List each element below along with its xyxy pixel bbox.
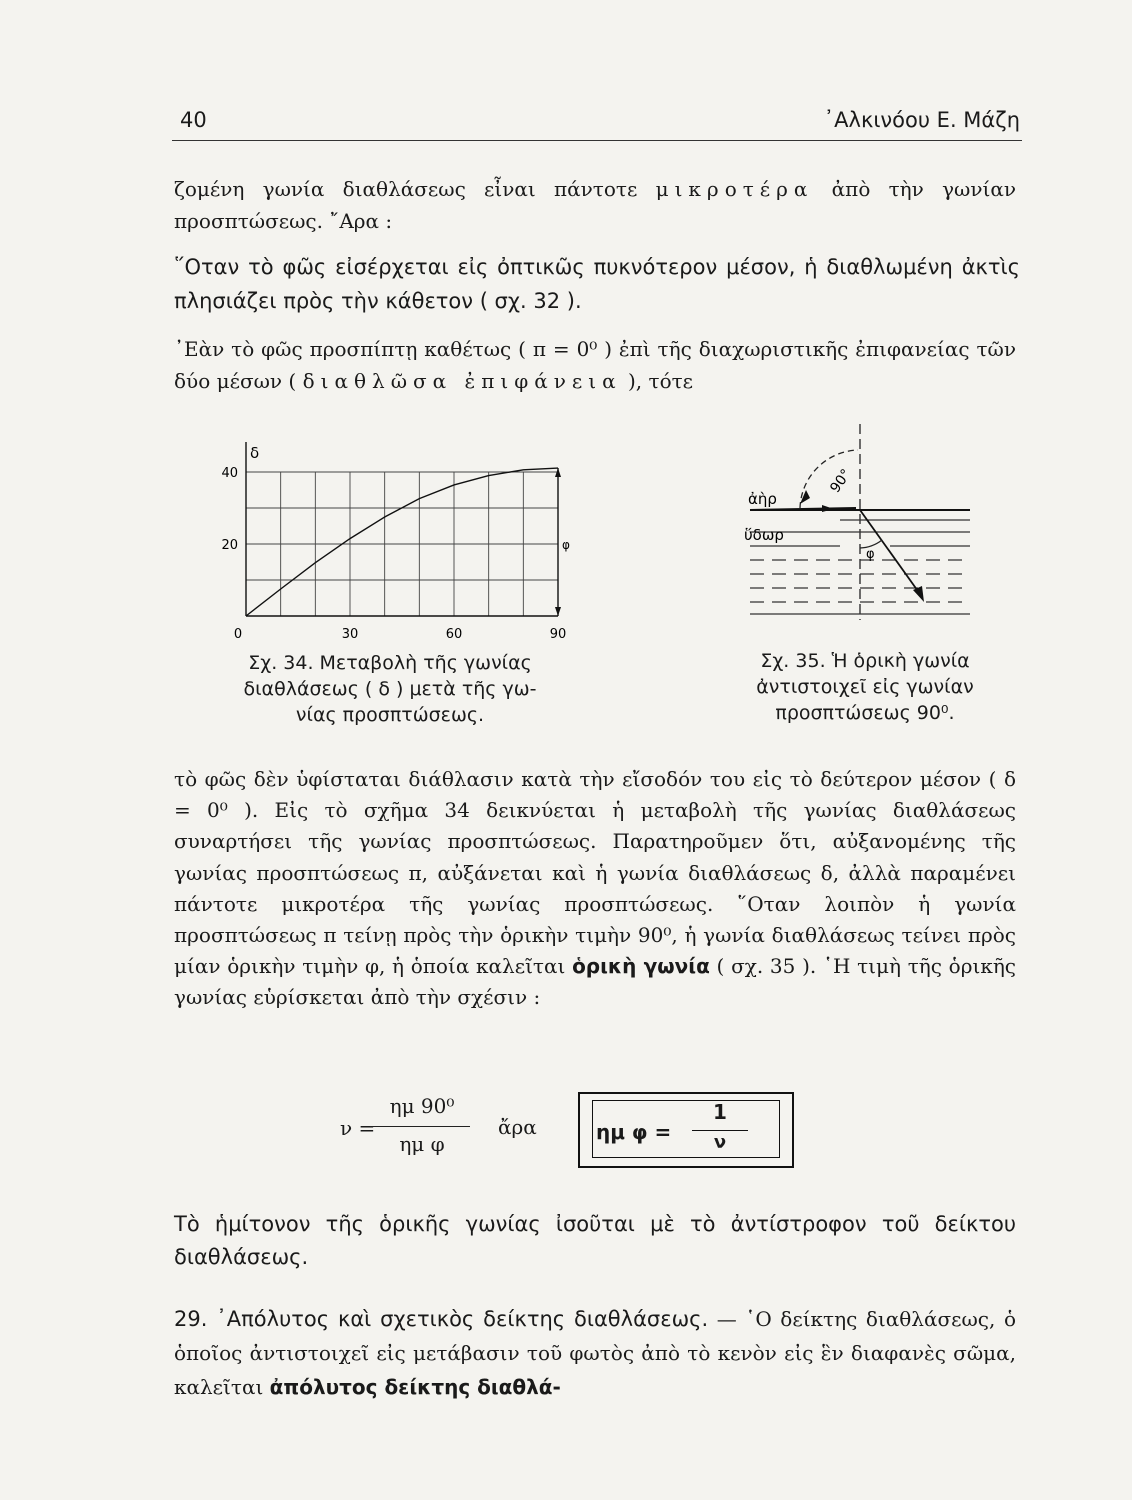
figure-34-caption-line-3: νίας προσπτώσεως. xyxy=(295,704,485,726)
page-number: 40 xyxy=(180,108,207,132)
paragraph-1-emphasis: μικροτέρα xyxy=(655,177,814,201)
boxed-formula xyxy=(578,1092,794,1168)
paragraph-4 xyxy=(174,764,1016,1014)
paragraph-2-text: ῞Οταν τὸ φῶς εἰσέρχεται εἰς ὀπτικῶς πυκνότερον μέσον, ἡ διαθλωμένη ἀκτὶς πλησιάζει πρὸς τὴν κάθετον ( σχ. 32 ). xyxy=(174,255,1020,313)
phi-arrowhead-top xyxy=(555,468,561,477)
paragraph-2-rule xyxy=(174,250,1020,318)
paragraph-1-text-a: ζομένη γωνία διαθλάσεως εἶναι πάντοτε xyxy=(174,177,656,201)
x-tick-label: 30 xyxy=(341,627,359,642)
boxed-formula-numerator: 1 xyxy=(713,1100,727,1124)
paragraph-1 xyxy=(174,174,1016,237)
paragraph-5 xyxy=(174,1208,1016,1274)
page-header xyxy=(180,108,1020,144)
paragraph-4-tail: ( σχ. 35 ). ῾Η τιμὴ τῆς ὁρικῆς γωνίας εὑρίσκεται ἀπὸ τὴν σχέσιν : xyxy=(174,954,1017,1010)
running-head: ᾿Αλκινόου Ε. Μάζη xyxy=(823,108,1020,132)
y-tick-label: 20 xyxy=(221,538,238,553)
paragraph-3-text-b: ), τότε xyxy=(621,368,694,393)
angle-90-label: 90° xyxy=(827,466,855,496)
figure-34-caption-line-2: διαθλάσεως ( δ ) μετὰ τῆς γω- xyxy=(243,678,537,700)
water-label: ὕδωρ xyxy=(744,526,784,544)
critical-angle-label: φ xyxy=(866,547,875,562)
paragraph-4-text: τὸ φῶς δὲν ὑφίσταται διάθλασιν κατὰ τὴν εἴσοδόν του εἰς τὸ δεύτερον μέσον ( δ = 0⁰ ). Εἰς τὸ σχῆμα 34 δεικνύεται ἡ μεταβολὴ τῆς γωνίας διαθλάσεως συναρτήσει τῆς γωνίας προσπτώσεως. Παρατηροῦμεν ὅτι, αὐξανομένης τῆς γωνίας προσπτώσεως π, αὐξάνεται καὶ ἡ γωνία διαθλάσεως δ, ἀλλὰ παραμένει πάντοτε μικροτέρα τῆς γωνίας προσπτώσεως. ῞Οταν λοιπὸν ἡ γωνία προσπτώσεως π τείνῃ πρὸς τὴν ὁρικὴν τιμὴν 90⁰, ἡ γωνία διαθλάσεως τείνει πρὸς μίαν ὁρικὴν τιμὴν φ, ἡ ὁποία καλεῖται xyxy=(174,767,1016,979)
paragraph-6 xyxy=(174,1302,1016,1404)
formula-denominator: ημ φ xyxy=(399,1132,445,1156)
formula-lhs: ν = xyxy=(340,1116,376,1140)
x-tick-label: 60 xyxy=(445,627,463,642)
figure-35-caption-line-3: προσπτώσεως 90⁰. xyxy=(775,702,955,724)
phi-label: φ xyxy=(562,538,570,552)
boxed-formula-fraction-bar xyxy=(692,1130,748,1131)
boxed-formula-denominator: ν xyxy=(713,1132,727,1153)
header-rule xyxy=(172,140,1022,141)
formula-fraction-bar xyxy=(370,1126,470,1127)
boxed-formula-lhs: ημ φ = xyxy=(596,1120,672,1144)
paragraph-3 xyxy=(174,334,1016,397)
refraction-curve xyxy=(246,468,558,616)
figure-34-caption xyxy=(190,650,590,728)
paragraph-5-text: Τὸ ἡμίτονον τῆς ὁρικῆς γωνίας ἰσοῦται μὲ τὸ ἀντίστροφον τοῦ δείκτου διαθλάσεως. xyxy=(174,1212,1016,1269)
x-tick-label: 90 xyxy=(549,627,567,642)
term-absolute-index: ἀπόλυτος δείκτης διαθλά- xyxy=(269,1375,561,1399)
figure-34-caption-line-1: Σχ. 34. Μεταβολὴ τῆς γωνίας xyxy=(248,652,532,674)
formula-index xyxy=(340,1090,520,1170)
figure-35-caption-line-1: Σχ. 35. Ἡ ὁρικὴ γωνία xyxy=(760,650,970,672)
paragraph-3-emphasis: διαθλῶσα ἐπιφάνεια xyxy=(302,368,622,393)
formula-therefore: ἄρα xyxy=(498,1115,537,1139)
y-tick-label: 40 xyxy=(221,466,238,481)
figure-35-diagram xyxy=(730,420,980,640)
x-tick-label: 0 xyxy=(233,627,243,642)
paragraph-6-text: — ῾Ο δείκτης διαθλάσεως, ὁ ὁποῖος ἀντιστοιχεῖ εἰς μετάβασιν τοῦ φωτὸς ἀπὸ τὸ κενὸν εἰς ἓν διαφανὲς σῶμα, καλεῖται xyxy=(174,1307,1016,1399)
figure-35-caption xyxy=(720,648,1010,726)
paragraph-3-text-a: ᾿Εὰν τὸ φῶς προσπίπτῃ καθέτως ( π = 0⁰ ) ἐπὶ τῆς διαχωριστικῆς ἐπιφανείας τῶν δύο μέσων ( xyxy=(174,337,1016,393)
y-axis-symbol: δ xyxy=(250,444,260,462)
phi-arrowhead-bottom xyxy=(555,607,561,616)
section-29-title: 29. ᾿Απόλυτος καὶ σχετικὸς δείκτης διαθλάσεως. xyxy=(174,1307,709,1331)
paragraph-1-text-b: ἀπὸ τὴν γωνίαν προσπτώσεως. ῎Αρα : xyxy=(174,177,1016,233)
formula-numerator: ημ 90⁰ xyxy=(389,1094,455,1118)
figure-34-chart xyxy=(210,436,590,646)
air-label: ἀὴρ xyxy=(748,490,777,508)
term-critical-angle: ὁρικὴ γωνία xyxy=(572,954,710,979)
figure-35-caption-line-2: ἀντιστοιχεῖ εἰς γωνίαν xyxy=(756,676,974,698)
